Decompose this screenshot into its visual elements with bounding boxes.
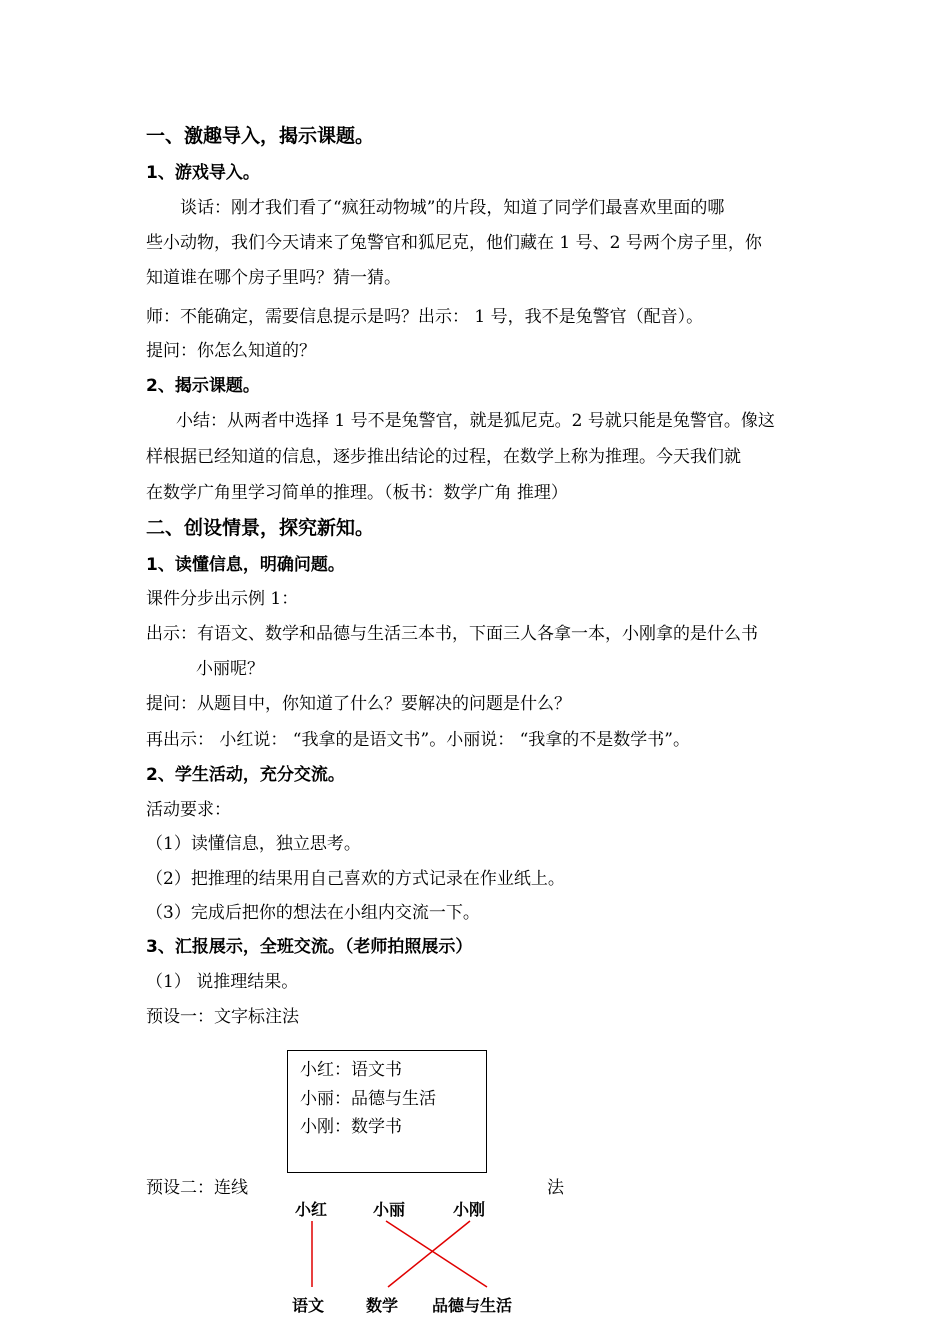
requirement-3: （3）完成后把你的想法在小组内交流一下。 (146, 903, 480, 923)
paragraph-preset-1: 预设一：文字标注法 (146, 1007, 299, 1027)
paragraph-question-2: 提问：从题目中，你知道了什么？要解决的问题是什么？ (146, 694, 571, 714)
paragraph-summary-line-3: 在数学广角里学习简单的推理。（板书：数学广角 推理） (146, 483, 568, 503)
paragraph-reshow: 再出示： 小红说： “我拿的是语文书”。小丽说： “我拿的不是数学书”。 (146, 730, 690, 750)
person-label-xiaogang: 小刚 (453, 1200, 486, 1219)
paragraph-talk-line-2: 些小动物，我们今天请来了兔警官和狐尼克，他们藏在 1 号、2 号两个房子里，你 (146, 233, 762, 253)
subheading-reveal-topic: 2、揭示课题。 (146, 376, 260, 396)
person-label-xiaoli: 小丽 (373, 1200, 406, 1219)
subheading-student-activity: 2、学生活动，充分交流。 (146, 765, 345, 785)
paragraph-show-line-2: 小丽呢？ (196, 659, 264, 679)
requirement-1: （1）读懂信息，独立思考。 (146, 834, 361, 854)
paragraph-preset-2-tail: 法 (547, 1178, 564, 1198)
paragraph-courseware: 课件分步出示例 1： (146, 589, 299, 609)
requirement-2: （2）把推理的结果用自己喜欢的方式记录在作业纸上。 (146, 869, 565, 889)
paragraph-summary-line-1: 小结：从两者中选择 1 号不是兔警官，就是狐尼克。2 号就只能是兔警官。像这 (176, 411, 775, 431)
box-line-xiaoli: 小丽：品德与生活 (300, 1089, 436, 1109)
box-line-xiaohong: 小红：语文书 (300, 1060, 402, 1080)
book-label-math: 数学 (366, 1296, 399, 1315)
paragraph-say-result: （1） 说推理结果。 (146, 972, 299, 992)
subheading-read-info: 1、读懂信息，明确问题。 (146, 555, 345, 575)
book-label-moral: 品德与生活 (432, 1296, 513, 1315)
section-1-title: 一、激趣导入，揭示课题。 (146, 125, 375, 147)
paragraph-show-line-1: 出示：有语文、数学和品德与生活三本书，下面三人各拿一本，小刚拿的是什么书 (146, 624, 758, 644)
paragraph-teacher: 师：不能确定，需要信息提示是吗？出示： 1 号，我不是兔警官（配音）。 (146, 307, 704, 327)
section-2-title: 二、创设情景，探究新知。 (146, 517, 375, 539)
paragraph-requirements: 活动要求： (146, 800, 231, 820)
paragraph-talk-line-3: 知道谁在哪个房子里吗？猜一猜。 (146, 268, 401, 288)
subheading-report: 3、汇报展示，全班交流。（老师拍照展示） (146, 937, 473, 957)
subheading-game-intro: 1、游戏导入。 (146, 163, 260, 183)
box-line-xiaogang: 小刚：数学书 (300, 1117, 402, 1137)
paragraph-preset-2: 预设二：连线 (146, 1178, 248, 1198)
book-label-chinese: 语文 (292, 1296, 325, 1315)
paragraph-summary-line-2: 样根据已经知道的信息，逐步推出结论的过程，在数学上称为推理。今天我们就 (146, 447, 741, 467)
paragraph-question: 提问：你怎么知道的？ (146, 341, 316, 361)
person-label-xiaohong: 小红 (295, 1200, 328, 1219)
paragraph-talk-line-1: 谈话：刚才我们看了“疯狂动物城”的片段，知道了同学们最喜欢里面的哪 (180, 198, 725, 218)
